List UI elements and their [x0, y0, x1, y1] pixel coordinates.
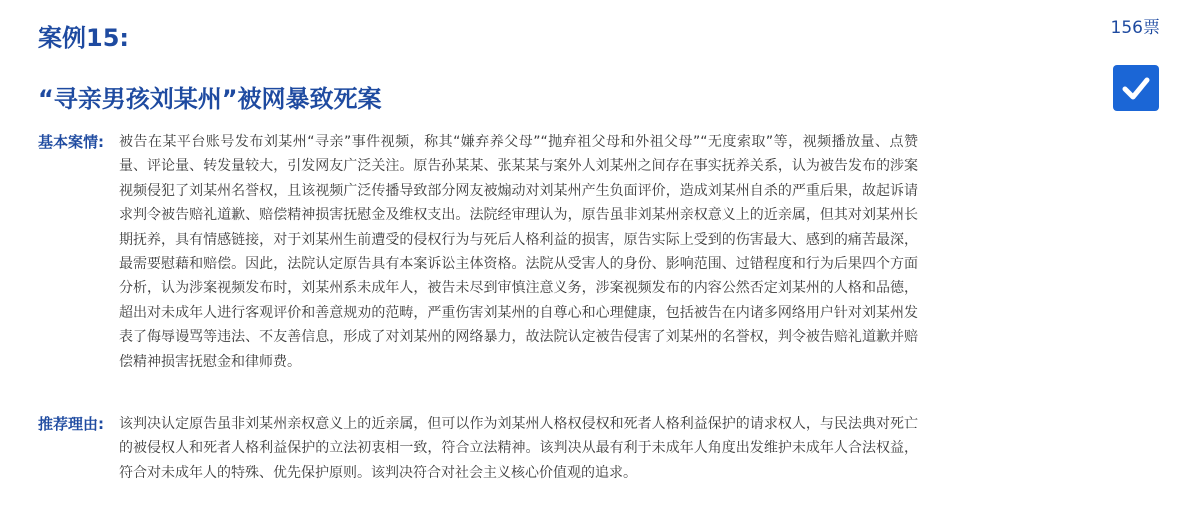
checkmark-icon	[1120, 72, 1152, 104]
recommendation-reason-label: 推荐理由:	[38, 415, 104, 433]
case-number: 案例15:	[38, 24, 129, 52]
vote-count: 156票	[1110, 18, 1160, 38]
case-title: “寻亲男孩刘某州”被网暴致死案	[38, 85, 382, 113]
basic-facts-text: 被告在某平台账号发布刘某州“寻亲”事件视频，称其“嫌弃养父母”“抛弃祖父母和外祖父母”“无度索取”等，视频播放量、点赞量、评论量、转发量较大，引发网友广泛关注。原告孙某某、张某某与案外人刘某州之间存在事实抚养关系，认为被告发布的涉案视频侵犯了刘某州名誉权，且该视频广泛传播导致部分网友被煽动对刘某州产生负面评价，造成刘某州自杀的严重后果，故起诉请求判令被告赔礼道歉、赔偿精神损害抚慰金及维权支出。法院经审理认为，原告虽非刘某州亲权意义上的近亲属，但其对刘某州长期抚养，具有情感链接，对于刘某州生前遭受的侵权行为与死后人格利益的损害，原告实际上受到的伤害最大、感到的痛苦最深，最需要慰藉和赔偿。因此，法院认定原告具有本案诉讼主体资格。法院从受害人的身份、影响范围、过错程度和行为后果四个方面分析，认为涉案视频发布时，刘某州系未成年人，被告未尽到审慎注意义务，涉案视频发布的内容公然否定刘某州的人格和品德，超出对未成年人进行客观评价和善意规劝的范畴，严重伤害刘某州的自尊心和心理健康，包括被告在内诸多网络用户针对刘某州发表了侮辱谩骂等违法、不友善信息，形成了对刘某州的网络暴力，故法院认定被告侵害了刘某州的名誉权，判令被告赔礼道歉并赔偿精神损害抚慰金和律师费。	[119, 134, 918, 370]
recommendation-reason-text: 该判决认定原告虽非刘某州亲权意义上的近亲属，但可以作为刘某州人格权侵权和死者人格利益保护的请求权人，与民法典对死亡的被侵权人和死者人格利益保护的立法初衷相一致，符合立法精神。该判决从最有利于未成年人角度出发维护未成年人合法权益，符合对未成年人的特殊、优先保护原则。该判决符合对社会主义核心价值观的追求。	[119, 416, 918, 481]
basic-facts-section	[38, 130, 918, 374]
vote-checkbox[interactable]	[1113, 65, 1159, 111]
recommendation-reason-section	[38, 412, 918, 485]
basic-facts-label: 基本案情:	[38, 133, 104, 151]
